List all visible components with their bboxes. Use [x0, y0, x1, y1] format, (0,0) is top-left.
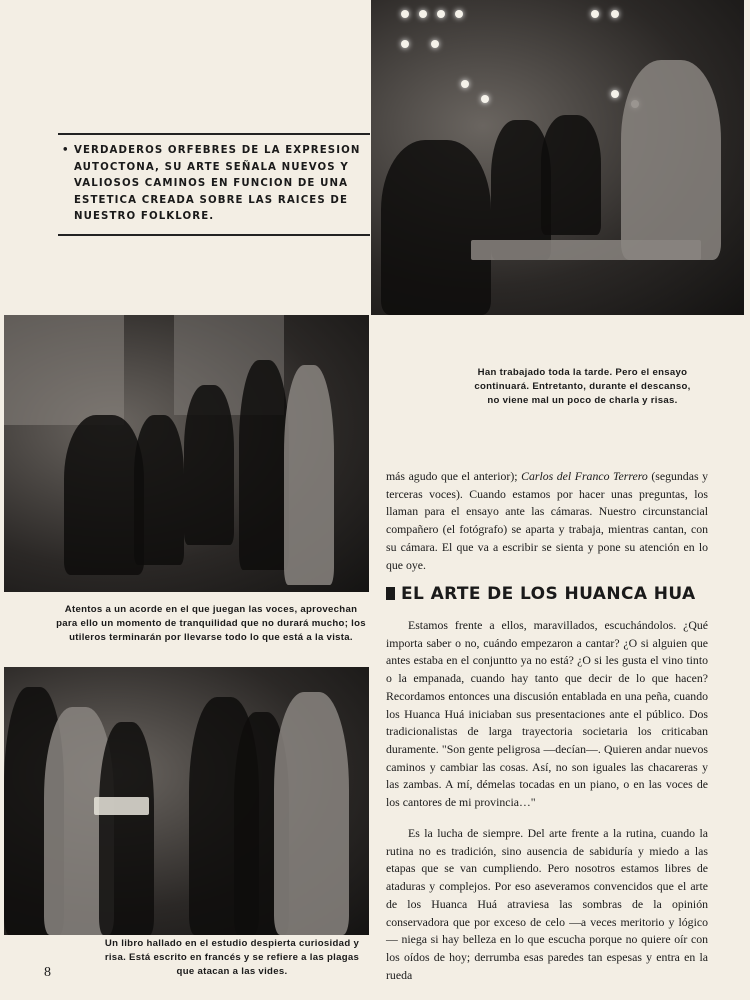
- photo-book-found: [4, 667, 369, 935]
- pull-quote-text: VERDADEROS ORFEBRES DE LA EXPRESION AUTOCTONA, SU ARTE SEÑALA NUEVOS Y VALIOSOS CAMINOS EN FUNCION DE UNA ESTETICA CREADA SOBRE LAS RAICES DE NUESTRO FOLKLORE.: [74, 145, 361, 222]
- photo-rehearsal-break: [371, 0, 744, 315]
- pull-quote: [58, 133, 370, 236]
- pull-quote-bullet: •: [62, 145, 70, 156]
- photo-listening-chord: [4, 315, 369, 592]
- caption-middle-left: Atentos a un acorde en el que juegan las voces, aprovechan para ello un momento de tranquilidad que no durará mucho; los utileros terminarán por llevarse todo lo que está a la vista.: [56, 604, 366, 643]
- section-heading: EL ARTE DE LOS HUANCA HUA: [386, 584, 716, 604]
- article-intro: más agudo que el anterior); Carlos del Franco Terrero (segundas y terceras voces). Cuando estamos por hacer unas preguntas, los llaman para el ensayo ante las cámaras. Nuestro circunstancial compañero (el fotógrafo) se aparta y trabaja, mientras cantan, con su cámara. El que va a escribir se sienta y pone su atención en lo que oye.: [386, 469, 708, 572]
- caption-bottom-left: Un libro hallado en el estudio despierta curiosidad y risa. Está escrito en francés y se refiere a las plagas que atacan a las vides.: [104, 938, 360, 977]
- singer-name: Carlos del Franco Terrero: [521, 469, 648, 483]
- heading-marker: [386, 587, 395, 600]
- article-paragraph-1: Estamos frente a ellos, maravillados, escuchándolos. ¿Qué importa saber o no, cuándo empezaron a cantar? ¿O si alguien que antes estaba en el conjuntto ya no está? ¿O si les gusta el vino tinto o la empanada, cuando hay tanto que decir de lo que hacen? Recordamos entonces una discusión entablada en una peña, cuando los Huanca Huá iniciaban sus presentaciones ante el público. Dos tradicionalistas de larga trayectoria societaria los criticaban duramente. "Son gente peligrosa —decían—. Quieren andar nuevos caminos y cambiar las cosas. Así, no son iguales las chacareras y las zambas. A mí, démelas tocadas en un piano, o en las voces de los cantores de mi provincia…": [386, 618, 708, 810]
- page-number: 8: [44, 965, 51, 980]
- article-paragraph-2: Es la lucha de siempre. Del arte frente a la rutina, cuando la rutina no es tradición, sino ausencia de sabiduría y miedo a las etapas que se van cumpliendo. Pero nosotros estamos libres de ataduras y complejos. Por eso aseveramos convencidos que el arte de los Huanca Huá atraviesa las sombras de la opinión conservadora que por exceso de celo —a veces meritorio y lógico— niega si hay belleza en lo que escucha porque no quiere oír con los oídos de hoy; derrumba esas paredes tan espesas y entra en la rueda: [386, 826, 708, 982]
- caption-top-right: Han trabajado toda la tarde. Pero el ensayo continuará. Entretanto, durante el descanso, no viene mal un poco de charla y risas.: [474, 367, 691, 406]
